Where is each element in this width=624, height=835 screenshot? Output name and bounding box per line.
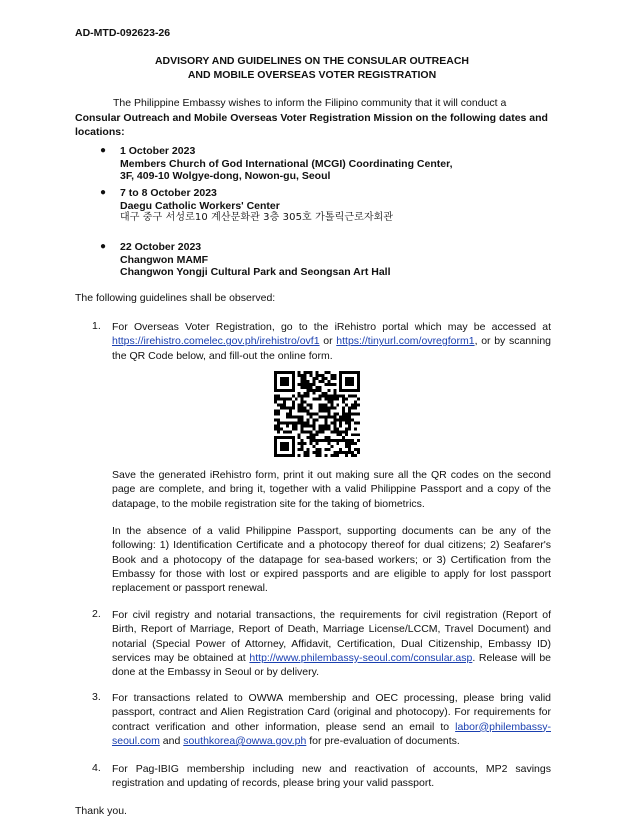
item-number: 3. <box>92 691 101 703</box>
bullet-icon: ● <box>100 241 107 252</box>
location-item <box>100 241 391 279</box>
location-venue: Members Church of God International (MCGI) Coordinating Center, <box>120 157 453 170</box>
location-venue: Changwon MAMF <box>120 253 209 266</box>
location-item <box>100 145 453 183</box>
location-address: 대구 중구 서성로10 계산문화관 3층 305호 가톨릭근로자회관 <box>120 212 394 223</box>
labor-email-link[interactable]: labor@philembassy-seoul.com <box>112 720 551 747</box>
item-number: 2. <box>92 608 101 620</box>
item-number: 1. <box>92 320 101 332</box>
connector-text: and <box>159 734 184 747</box>
connector-text: or <box>319 335 337 348</box>
guidelines-intro: The following guidelines shall be observed: <box>75 292 276 304</box>
document-title-line2: AND MOBILE OVERSEAS VOTER REGISTRATION <box>187 69 437 81</box>
item-text: , or by scanning the QR Code below, and fill-out the online form. <box>112 335 551 362</box>
item1-paragraph-2: Save the generated iRehistro form, print it out making sure all the QR codes on the second page are complete, and bring it, together with a valid Philippine Passport and a copy of the datapage, to the mobile registration site for the taking of biometrics. <box>112 469 551 510</box>
location-date: 1 October 2023 <box>120 145 196 157</box>
item-text: For transactions related to OWWA membership and OEC processing, please bring valid passport, contract and Alien Registration Card (original and photocopy). For requirements for contract verification and other information, please send an email to <box>112 692 551 733</box>
item-text: for pre-evaluation of documents. <box>306 734 460 747</box>
location-date: 7 to 8 October 2023 <box>120 187 217 199</box>
item-text: . Release will be done at the Embassy in Seoul or by delivery. <box>112 651 552 679</box>
closing-text: Thank you. <box>75 805 127 817</box>
intro-text: The Philippine Embassy wishes to inform the Filipino community that it will conduct a <box>113 97 507 109</box>
item-text: For Overseas Voter Registration, go to the iRehistro portal which may be accessed at <box>112 321 551 333</box>
guideline-item-3 <box>112 691 551 748</box>
bullet-icon: ● <box>100 187 107 198</box>
location-address: Changwon Yongji Cultural Park and Seongsan Art Hall <box>120 266 391 278</box>
guideline-item-2 <box>112 608 551 679</box>
location-address: 3F, 409-10 Wolgye-dong, Nowon-gu, Seoul <box>120 170 331 182</box>
item-text: For civil registry and notarial transactions, the requirements for civil registration (Report of Birth, Report of Marriage, Report of Death, Marriage License/LCCM, Travel Document) and notarial (Special Power of Attorney, Affidavit, Certification, Dual Citizenship, Embassy ID) services may be obtained at <box>112 609 551 664</box>
intro-paragraph <box>75 96 551 140</box>
location-venue: Daegu Catholic Workers' Center <box>120 199 280 212</box>
reference-number: AD-MTD-092623-26 <box>75 27 171 39</box>
irehistro-link[interactable]: https://irehistro.comelec.gov.ph/irehistro/ovf1 <box>112 335 320 348</box>
guideline-item-1 <box>112 320 551 363</box>
qr-code-image <box>274 371 360 457</box>
location-item <box>100 187 394 225</box>
document-title-line1: ADVISORY AND GUIDELINES ON THE CONSULAR OUTREACH <box>154 55 470 67</box>
bullet-icon: ● <box>100 145 107 156</box>
owwa-email-link[interactable]: southkorea@owwa.gov.ph <box>183 734 307 747</box>
location-date: 22 October 2023 <box>120 241 202 253</box>
guideline-item-4: For Pag-IBIG membership including new and reactivation of accounts, MP2 savings registration and updating of records, please bring your valid passport. <box>112 763 551 790</box>
item1-paragraph-3: In the absence of a valid Philippine Passport, supporting documents can be any of the following: 1) Identification Certificate and a photocopy thereof for dual citizens; 2) Seafarer's Book and a photocopy of the datapage for sea-based workers; or 3) Certification from the Embassy for those with lost or expired passports and are eligible to apply for lost passport replacement or passport renewal. <box>112 525 551 595</box>
intro-bold-text: Consular Outreach and Mobile Overseas Voter Registration Mission on the following dates and locations: <box>75 111 548 138</box>
tinyurl-link[interactable]: https://tinyurl.com/ovregform1 <box>336 335 475 348</box>
item-number: 4. <box>92 762 101 774</box>
consular-link[interactable]: http://www.philembassy-seoul.com/consular.asp <box>249 651 473 664</box>
